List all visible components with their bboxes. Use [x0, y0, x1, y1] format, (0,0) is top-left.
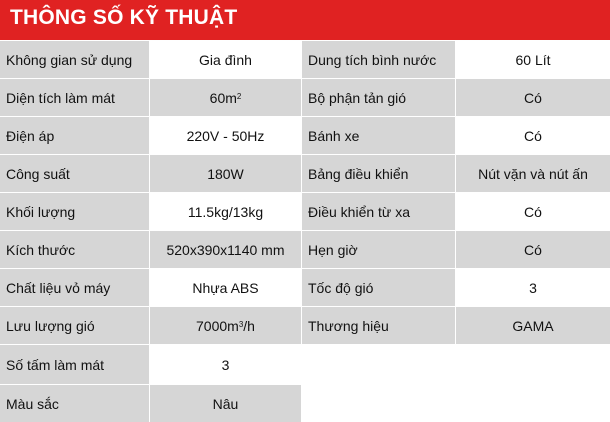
spec-label-usage-space: Không gian sử dụng: [0, 41, 149, 78]
spec-header: [0, 0, 610, 40]
spec-label-cooling-pads: Số tấm làm mát: [0, 345, 149, 384]
spec-label-color: Màu sắc: [0, 385, 149, 422]
spec-value-tank-capacity: 60 Lít: [456, 41, 610, 78]
spec-value-cooling-pads: 3: [150, 345, 301, 384]
spec-label-wheels: Bánh xe: [302, 117, 455, 154]
spec-value-remote-control: Có: [456, 193, 610, 230]
spec-label-tank-capacity: Dung tích bình nước: [302, 41, 455, 78]
spec-value-timer: Có: [456, 231, 610, 268]
spec-value-usage-space: Gia đình: [150, 41, 301, 78]
spec-label-voltage: Điện áp: [0, 117, 149, 154]
spec-value-casing-material: Nhựa ABS: [150, 269, 301, 306]
spec-label-timer: Hẹn giờ: [302, 231, 455, 268]
spec-label-airflow: Lưu lượng gió: [0, 307, 149, 344]
spec-value-voltage: 220V - 50Hz: [150, 117, 301, 154]
spec-value-wheels: Có: [456, 117, 610, 154]
spec-value-brand: GAMA: [456, 307, 610, 344]
spec-value-cooling-area: 60m $^2$: [150, 79, 301, 116]
spec-value-dimensions: 520x390x1140 mm: [150, 231, 301, 268]
spec-title: THÔNG SỐ KỸ THUẬT: [10, 6, 238, 29]
spec-value-fan-speed: 3: [456, 269, 610, 306]
spec-value-weight: 11.5kg/13kg: [150, 193, 301, 230]
empty-cell: [305, 346, 610, 389]
spec-value-airflow: 7000m $^3$ /h: [150, 307, 301, 344]
spec-label-air-diffuser: Bộ phận tản gió: [302, 79, 455, 116]
spec-label-control-panel: Bảng điều khiển: [302, 155, 455, 192]
spec-label-weight: Khối lượng: [0, 193, 149, 230]
spec-value-air-diffuser: Có: [456, 79, 610, 116]
spec-label-power: Công suất: [0, 155, 149, 192]
spec-label-casing-material: Chất liệu vỏ máy: [0, 269, 149, 306]
spec-label-fan-speed: Tốc độ gió: [302, 269, 455, 306]
spec-value-color: Nâu: [150, 385, 301, 422]
spec-label-cooling-area: Diện tích làm mát: [0, 79, 149, 116]
spec-label-dimensions: Kích thước: [0, 231, 149, 268]
spec-label-brand: Thương hiệu: [302, 307, 455, 344]
spec-label-remote-control: Điều khiển từ xa: [302, 193, 455, 230]
spec-value-control-panel: Nút vặn và nút ấn: [456, 155, 610, 192]
spec-value-power: 180W: [150, 155, 301, 192]
